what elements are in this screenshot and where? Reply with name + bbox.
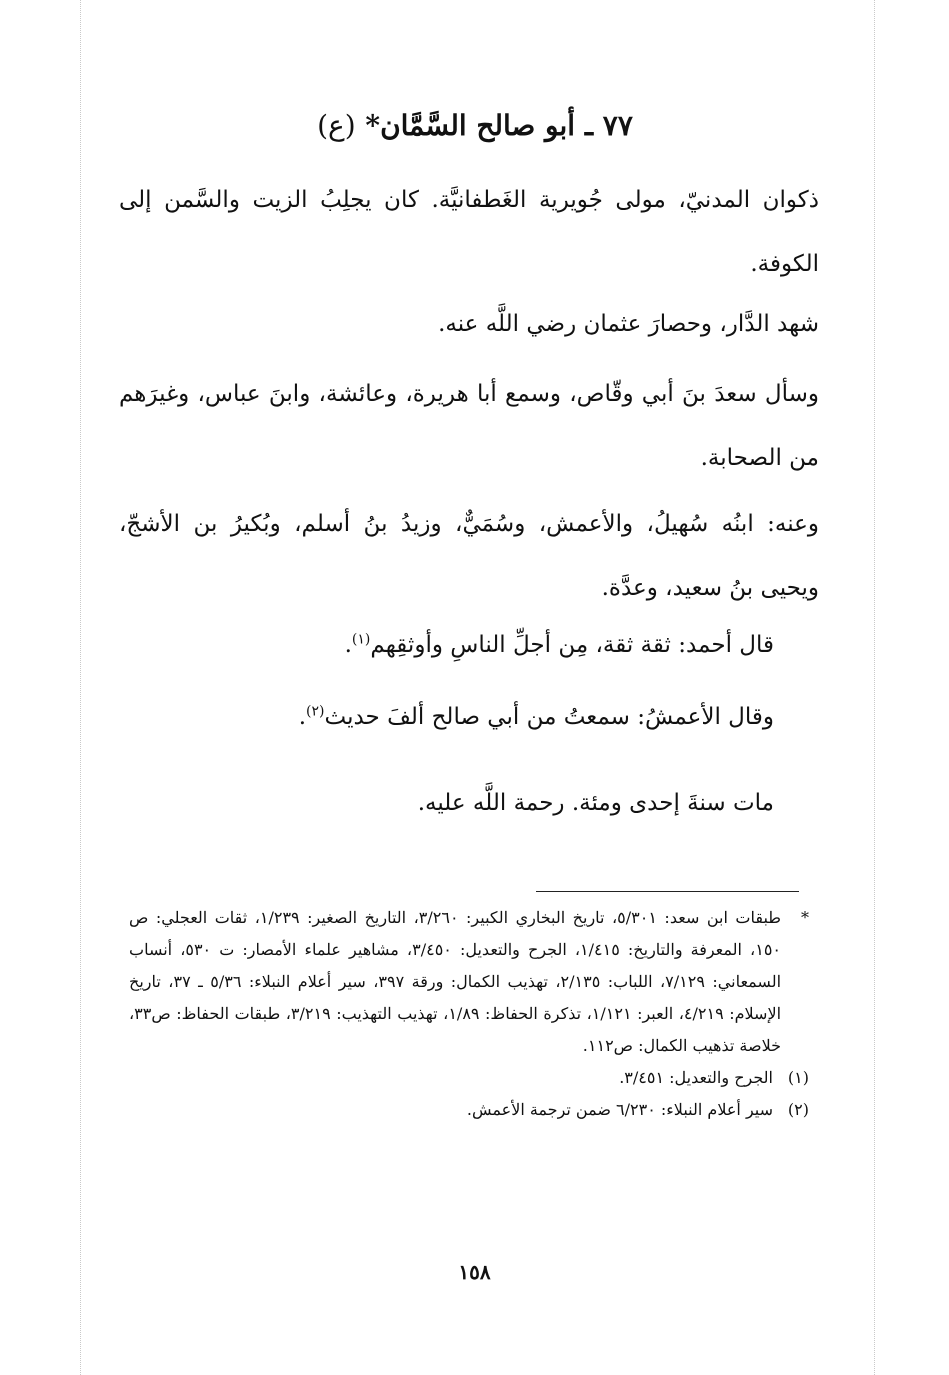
asterisk-mark: * [801,908,809,927]
death-line: مات سنةَ إحدى ومئة. رحمة اللَّه عليه. [417,790,774,816]
footnotes [129,902,809,1126]
paragraph-students: وعنه: ابنُه سُهيلُ، والأعمش، وسُمَيٌّ، وزيدُ بنُ أسلم، وبُكيرُ بن الأشجّ، ويحيى بنُ سعيد، وعدَّة. [119,511,819,601]
footnote-separator [536,891,799,892]
footnote-ref-1: (١) [351,631,371,648]
quote-amash: وقال الأعمشُ: سمعتُ من أبي صالح ألفَ حديث$^{(٢)}$. [298,703,774,730]
paragraph-events: شهد الدَّار، وحصارَ عثمان رضي اللَّه عنه. [438,311,819,337]
entry-heading [250,104,700,148]
paragraph-identity: ذكوان المدنيّ، مولى جُويرية الغَطفانيَّة. كان يجلِبُ الزيت والسَّمن إلى الكوفة. [119,187,819,277]
entry-code: (ع) [317,109,356,142]
footnote-ref-2: (٢) [306,703,325,720]
margin-guide-left [80,0,81,1375]
footnote-1: (١) الجرح والتعديل: ٣/٤٥١. [619,1068,809,1087]
footnote-sources: * طبقات ابن سعد: ٥/٣٠١، تاريخ البخاري الكبير: ٣/٢٦٠، التاريخ الصغير: ١/٢٣٩، ثقات العجلي: ص ١٥٠، المعرفة والتاريخ: ١/٤١٥، الجرح والتعديل: ٣/٤٥٠، مشاهير علماء الأمصار: ت ٥٣٠، أنساب السمعاني: ٧/١٢٩، اللباب: ٢/١٣٥، تهذيب الكمال: ورقة ٣٩٧، سير أعلام النبلاء: ٥/٣٦ ـ ٣٧، تاريخ الإسلام: ٤/٢١٩، العبر: ١/١٢١، تذكرة الحفاظ: ١/٨٩، تهذيب التهذيب: ٣/٢١٩، طبقات الحفاظ: ص٣٣، خلاصة تذهيب الكمال: ص١١٢. [129,902,809,1062]
quote-ahmad: قال أحمد: ثقة ثقة، مِن أجلِّ الناسِ وأوثقِهم$^{(١)}$. [344,631,774,658]
page-number: ١٥٨ [458,1260,491,1284]
paragraph-teachers: وسأل سعدَ بنَ أبي وقّاص، وسمع أبا هريرة، وعائشة، وابنَ عباس، وغيرَهم من الصحابة. [119,381,819,471]
margin-guide-right [874,0,875,1375]
footnote-2: (٢) سير أعلام النبلاء: ٦/٢٣٠ ضمن ترجمة الأعمش. [466,1100,809,1119]
entry-dash: ـ [584,109,594,142]
entry-name: أبو صالح السَّمَّان* [365,109,576,142]
entry-number: ٧٧ [602,109,633,142]
